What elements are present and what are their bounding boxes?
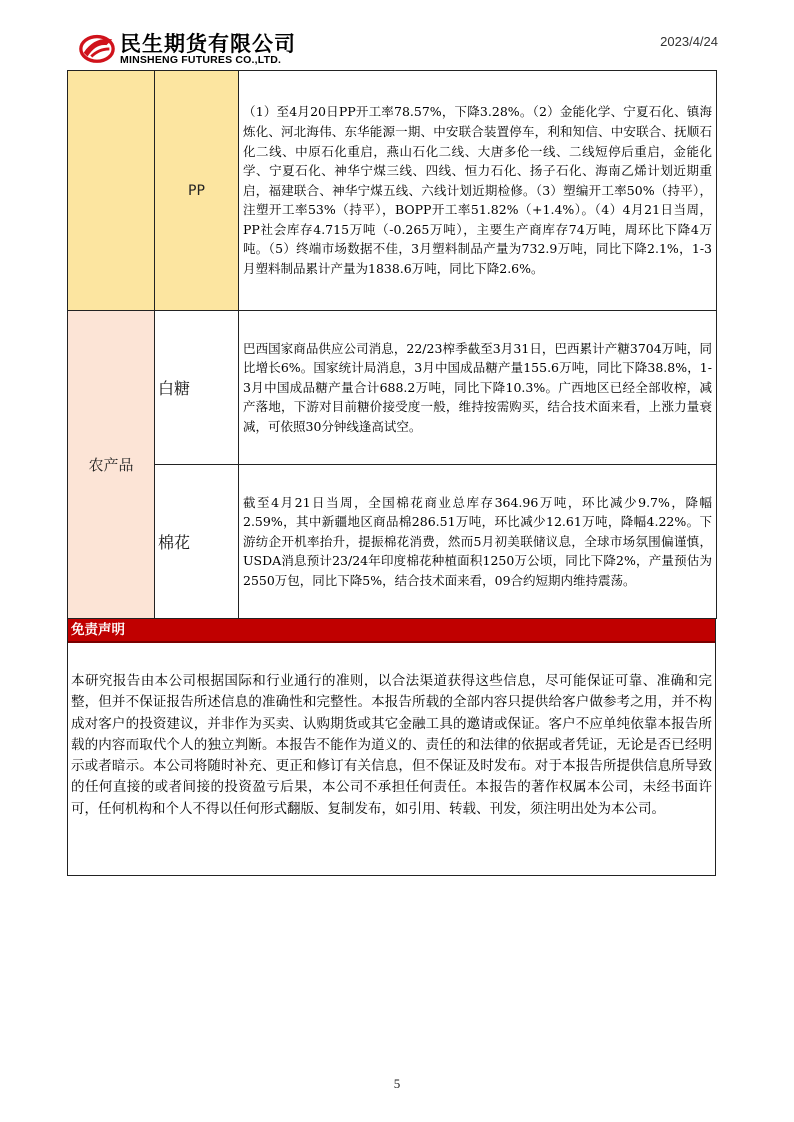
product-label-pp: PP	[155, 71, 239, 311]
page-header	[0, 0, 794, 70]
table-row	[68, 311, 717, 465]
company-name-cn: 民生期货有限公司	[120, 32, 296, 56]
disclaimer-title: 免责声明	[68, 619, 715, 643]
report-date: 2023/4/24	[660, 34, 718, 49]
page-number: 5	[393, 1076, 401, 1091]
table-row	[68, 465, 717, 619]
minsheng-logo-icon	[78, 28, 116, 66]
category-cell-empty	[68, 71, 155, 311]
company-name-en: MINSHENG FUTURES CO.,LTD.	[120, 54, 282, 66]
product-label-cotton: 棉花	[155, 465, 239, 619]
disclaimer-box	[67, 618, 716, 876]
commodity-table	[67, 70, 717, 619]
product-label-sugar: 白糖	[155, 311, 239, 465]
table-row	[68, 71, 717, 311]
category-label-agri: 农产品	[68, 311, 155, 619]
product-analysis-cotton: 截至4月21日当周，全国棉花商业总库存364.96万吨，环比减少9.7%，降幅2.59%，其中新疆地区商品棉286.51万吨，环比减少12.61万吨，降幅4.22%。下游纺企开机率抬升，提振棉花消费，然而5月初美联储议息，全球市场氛围偏谨慎，USDA消息预计23/24年印度棉花种植面积1250万公顷，同比下降2%，产量预估为2550万包，同比下降5%，结合技术面来看，09合约短期内维持震荡。	[239, 465, 717, 619]
disclaimer-body: 本研究报告由本公司根据国际和行业通行的准则，以合法渠道获得这些信息，尽可能保证可靠、准确和完整，但并不保证报告所述信息的准确性和完整性。本报告所载的全部内容只提供给客户做参考之用，并不构成对客户的投资建议，并非作为买卖、认购期货或其它金融工具的邀请或保证。客户不应单纯依靠本报告所载的内容而取代个人的独立判断。本报告不能作为道义的、责任的和法律的依据或者凭证，无论是否已经明示或者暗示。本公司将随时补充、更正和修订有关信息，但不保证及时发布。对于本报告所提供信息所导致的任何直接的或者间接的投资盈亏后果，本公司不承担任何责任。本报告的著作权属本公司，未经书面许可，任何机构和个人不得以任何形式翻版、复制发布，如引用、转载、刊发，须注明出处为本公司。	[71, 673, 712, 817]
product-analysis-sugar: 巴西国家商品供应公司消息，22/23榨季截至3月31日，巴西累计产糖3704万吨，同比增长6%。国家统计局消息，3月中国成品糖产量155.6万吨，同比下降38.8%，1-3月中国成品糖产量合计688.2万吨，同比下降10.3%。广西地区已经全部收榨，减产落地，下游对目前糖价接受度一般，维持按需购买，结合技术面来看，上涨力量衰减，可依照30分钟线逢高试空。	[239, 311, 717, 465]
product-analysis-pp: （1）至4月20日PP开工率78.57%，下降3.28%。（2）金能化学、宁夏石化、镇海炼化、河北海伟、东华能源一期、中安联合装置停车，利和知信、中安联合、抚顺石化二线、中原石化重启，燕山石化二线、大唐多伦一线、二线短停后重启，金能化学、宁夏石化、神华宁煤三线、四线、恒力石化、扬子石化、海南乙烯计划近期重启，福建联合、神华宁煤五线、六线计划近期检修。（3）塑编开工率50%（持平），注塑开工率53%（持平），BOPP开工率51.82%（+1.4%）。（4）4月21日当周，PP社会库存4.715万吨（-0.265万吨），主要生产商库存74万吨，周环比下降4万吨。（5）终端市场数据不佳，3月塑料制品产量为732.9万吨，同比下降2.1%，1-3月塑料制品累计产量为1838.6万吨，同比下降2.6%。	[239, 71, 717, 311]
